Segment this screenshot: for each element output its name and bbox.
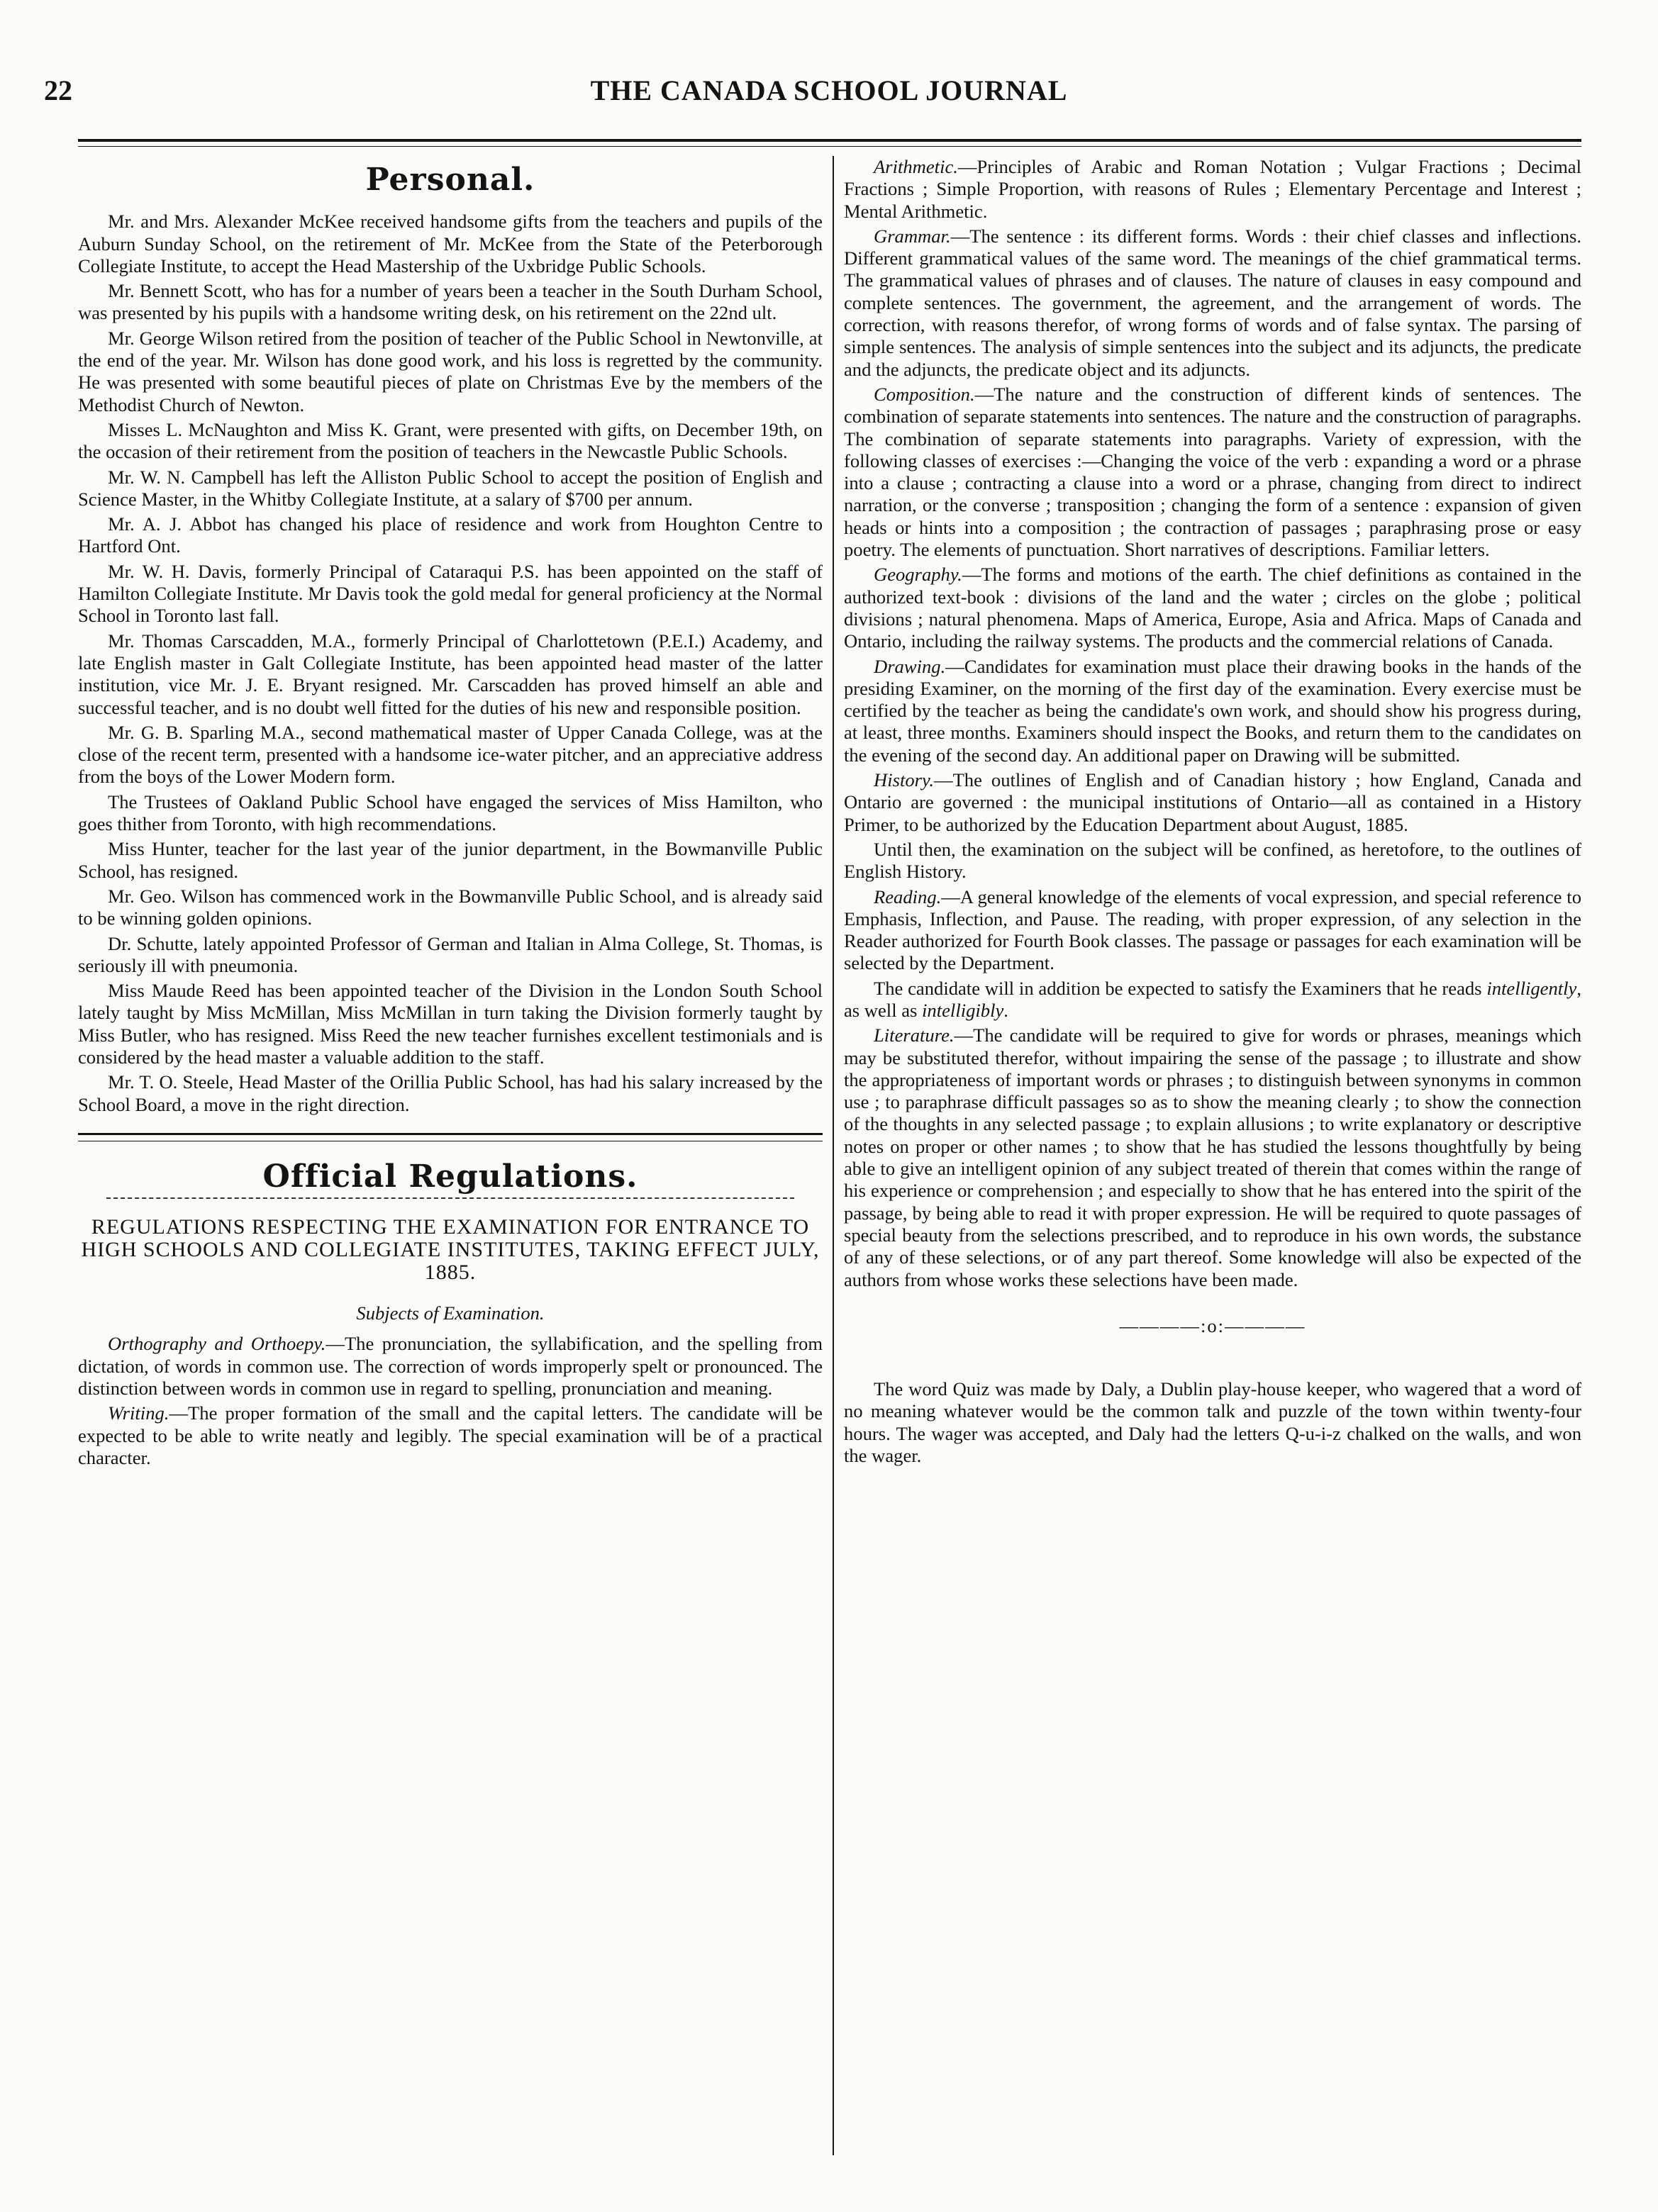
personal-paragraph: Mr. A. J. Abbot has changed his place of residence and work from Houghton Centre to Hartford Ont. [78,513,823,557]
column-divider [833,156,834,2155]
subject-text: —The pronunciation, the syllabification, and the spelling from dictation, of words in common use. The correction of words improperly spelt or pronounced. The distinction between words in common use in regard to spelling, pronunciation and meaning. [78,1333,823,1400]
subject-item [844,839,1581,883]
regulations-title: REGULATIONS RESPECTING THE EXAMINATION FOR ENTRANCE TO HIGH SCHOOLS AND COLLEGIATE INSTITUTES, TAKING EFFECT JULY, 1885. [81,1215,820,1285]
reading-note-emphasis: intelligibly [922,999,1004,1021]
personal-paragraph: Mr. and Mrs. Alexander McKee received handsome gifts from the teachers and pupils of the Auburn Sunday School, on the retirement of Mr. McKee from the State of the Peterborough Collegiate Institute, to accept the Head Mastership of the Uxbridge Public Schools. [78,211,823,276]
subject-text: —A general knowledge of the elements of vocal expression, and special reference to Emphasis, Inflection, and Pause. The reading, with proper expression, of any selection in the Reader authorized for Fourth Book classes. The passage or passages for each examination will be selected by the Department. [844,886,1581,974]
subject-lead: Composition. [874,383,975,405]
reading-note-text: . [1003,999,1008,1021]
subject-text: —The outlines of English and of Canadian history ; how England, Canada and Ontario are governed : the municipal institutions of Ontario—all as contained in a History Primer, to be authorized by the Education Department about August, 1885. [844,769,1581,835]
personal-paragraph: Mr. W. N. Campbell has left the Alliston Public School to accept the position of English and Science Master, in the Whitby Collegiate Institute, at a salary of $700 per annum. [78,466,823,510]
subject-text: —The candidate will be required to give for words or phrases, meanings which may be substituted therefor, without impairing the sense of the passage ; to illustrate and show the appropriateness of important words or phrases ; to distinguish between synonyms in common use ; to paraphrase difficult passages so as to show the meaning clearly ; to show the connection of the thoughts in any selected passage ; to explain allusions ; to write explanatory or descriptive notes on proper or other names ; to show that he has studied the lessons thoughtfully by being able to give an intelligent opinion of any subject treated of therein that comes within the range of his experience or comprehension ; and especially to show that he has entered into the spirit of the passage, by being able to read it with proper expression. He will be required to quote passages of special beauty from the selections prescribed, and to reproduce in his own words, the substance of any of these selections, or of any part thereof. Some knowledge will also be expected of the authors from whose works these selections have been made. [844,1024,1581,1290]
subject-item [78,1333,823,1400]
subject-item [844,769,1581,836]
subject-text: —The proper formation of the small and the capital letters. The candidate will be expected to be able to write neatly and legibly. The special examination will be of a practical character. [78,1402,823,1468]
header-rule-thin [78,146,1581,147]
personal-heading: Personal. [365,162,535,198]
personal-paragraph: Miss Hunter, teacher for the last year of the junior department, in the Bowmanville Public School, has resigned. [78,838,823,882]
personal-paragraph: Mr. George Wilson retired from the position of teacher of the Public School in Newtonville, at the end of the year. Mr. Wilson has done good work, and his loss is regretted by the community. He was presented with some beautiful pieces of plate on Christmas Eve by the members of the Methodist Church of Newton. [78,327,823,415]
reading-note-text: , as well as [844,977,1581,1021]
left-column [78,156,823,1472]
subject-item [844,1024,1581,1291]
subject-text: —Principles of Arabic and Roman Notation ; Vulgar Fractions ; Decimal Fractions ; Simple Proportion, with reasons of Rules ; Elementary Percentage and Interest ; Mental Arithmetic. [844,156,1581,222]
subject-text: Until then, the examination on the subject will be confined, as heretofore, to the outlines of English History. [844,838,1581,883]
subject-text: —The forms and motions of the earth. The chief definitions as contained in the authorized text-book : divisions of the land and the water ; circles on the globe ; political divisions ; natural phenomena. Maps of America, Europe, Asia and Africa. Maps of Canada and Ontario, including the railway systems. The products and the commercial relations of Canada. [844,564,1581,652]
personal-paragraph: Mr. G. B. Sparling M.A., second mathematical master of Upper Canada College, was at the close of the recent term, presented with a handsome ice-water pitcher, and an appreciative address from the boys of the Lower Modern form. [78,721,823,788]
personal-paragraph: Misses L. McNaughton and Miss K. Grant, were presented with gifts, on December 19th, on the occasion of their retirement from the position of teachers in the Newcastle Public Schools. [78,418,823,463]
header-rule-thick [78,139,1581,142]
subject-text: —The nature and the construction of different kinds of sentences. The combination of separate statements into sentences. The nature and the construction of paragraphs. The combination of separate statements into paragraphs. Variety of expression, with the following classes of exercises :—Changing the voice of the verb : expanding a word or a phrase into a clause ; contracting a clause into a word or a phrase, changing from direct to indirect narration, or the converse ; transposition ; changing the form of a sentence : expansion of given heads or hints into a composition ; the contraction of passages ; paraphrasing prose or easy poetry. The elements of punctuation. Short narratives of descriptions. Familiar letters. [844,383,1581,561]
reading-note-text: The candidate will in addition be expected to satisfy the Examiners that he reads [874,977,1487,999]
subject-item [844,225,1581,381]
personal-paragraph: The Trustees of Oakland Public School have engaged the services of Miss Hamilton, who goes thither from Toronto, with high recommendations. [78,791,823,835]
personal-paragraph: Mr. W. H. Davis, formerly Principal of Cataraqui P.S. has been appointed on the staff of Hamilton Collegiate Institute. Mr Davis took the gold medal for general proficiency at the Normal School in Toronto last fall. [78,560,823,627]
ornamental-separator: ————:o:———— [1119,1314,1306,1336]
official-heading: Official Regulations. [262,1158,638,1195]
personal-paragraph: Mr. Bennett Scott, who has for a number of years been a teacher in the South Durham School, was presented by his pupils with a handsome writing desk, on his retirement on the 22nd ult. [78,280,823,324]
personal-paragraph: Mr. T. O. Steele, Head Master of the Orillia Public School, has had his salary increased by the School Board, a move in the right direction. [78,1071,823,1115]
page-number: 22 [44,74,72,106]
subject-item [844,656,1581,766]
subject-lead: Orthography and Orthoepy. [108,1333,326,1355]
dashed-rule [106,1197,794,1199]
personal-paragraph: Dr. Schutte, lately appointed Professor of German and Italian in Alma College, St. Thomas, is seriously ill with pneumonia. [78,932,823,976]
subjects-heading: Subjects of Examination. [356,1302,545,1324]
section-divider [78,1133,823,1135]
subject-lead: Grammar. [874,225,951,247]
subject-lead: Writing. [108,1402,169,1424]
subject-text: —Candidates for examination must place their drawing books in the hands of the presiding Examiner, on the morning of the first day of the examination. Every exercise must be certified by the teacher as being the candidate's own work, and should show his progress during, at least, three months. Examiners should inspect the Books, and return them to the candidates on the evening of the second day. An additional paper on Drawing will be submitted. [844,655,1581,766]
subject-lead: Arithmetic. [874,156,958,177]
personal-paragraph: Mr. Thomas Carscadden, M.A., formerly Principal of Charlottetown (P.E.I.) Academy, and late English master in Galt Collegiate Institute, has been appointed head master of the latter institution, vice Mr. J. E. Bryant resigned. Mr. Carscadden has proved himself an able and successful teacher, and is no doubt well fitted for the duties of his new and responsible position. [78,630,823,718]
personal-paragraph: Mr. Geo. Wilson has commenced work in the Bowmanville Public School, and is already said to be winning golden opinions. [78,885,823,929]
subject-item [844,564,1581,652]
reading-note-emphasis: intelligently [1486,977,1577,999]
subject-text: —The sentence : its different forms. Words : their chief classes and inflections. Different grammatical values of the same word. The meanings of the chief grammatical terms. The grammatical values of phrases and of clauses. The nature of clauses in easy compound and complete sentences. The government, the agreement, and the arrangement of words. The correction, with reasons therefor, of wrong forms of words and of false syntax. The parsing of simple sentences. The analysis of simple sentences into the subject and its adjuncts, the predicate and the adjuncts, the predicate object and its adjuncts. [844,225,1581,380]
subject-item [844,886,1581,975]
reading-note [844,978,1581,1022]
subject-item [844,384,1581,561]
subject-lead: Geography. [874,564,962,586]
right-column [844,156,1581,1470]
subject-item [78,1402,823,1469]
subject-lead: History. [874,769,934,791]
subject-lead: Drawing. [874,655,946,677]
subject-lead: Reading. [874,886,942,907]
quiz-note: The word Quiz was made by Daly, a Dublin play-house keeper, who wagered that a word of no meaning whatever would be the common talk and puzzle of the town within twenty-four hours. The wager was accepted, and Daly had the letters Q-u-i-z chalked on the walls, and won the wager. [844,1378,1581,1467]
subject-item [844,156,1581,223]
running-head: THE CANADA SCHOOL JOURNAL [590,74,1068,106]
subject-lead: Literature. [874,1024,955,1046]
personal-paragraph: Miss Maude Reed has been appointed teacher of the Division in the London South School lately taught by Miss McMillan, Miss McMillan in turn taking the Division formerly taught by Miss Butler, who has resigned. Miss Reed the new teacher furnishes excellent testimonials and is considered by the head master a valuable addition to the staff. [78,980,823,1068]
